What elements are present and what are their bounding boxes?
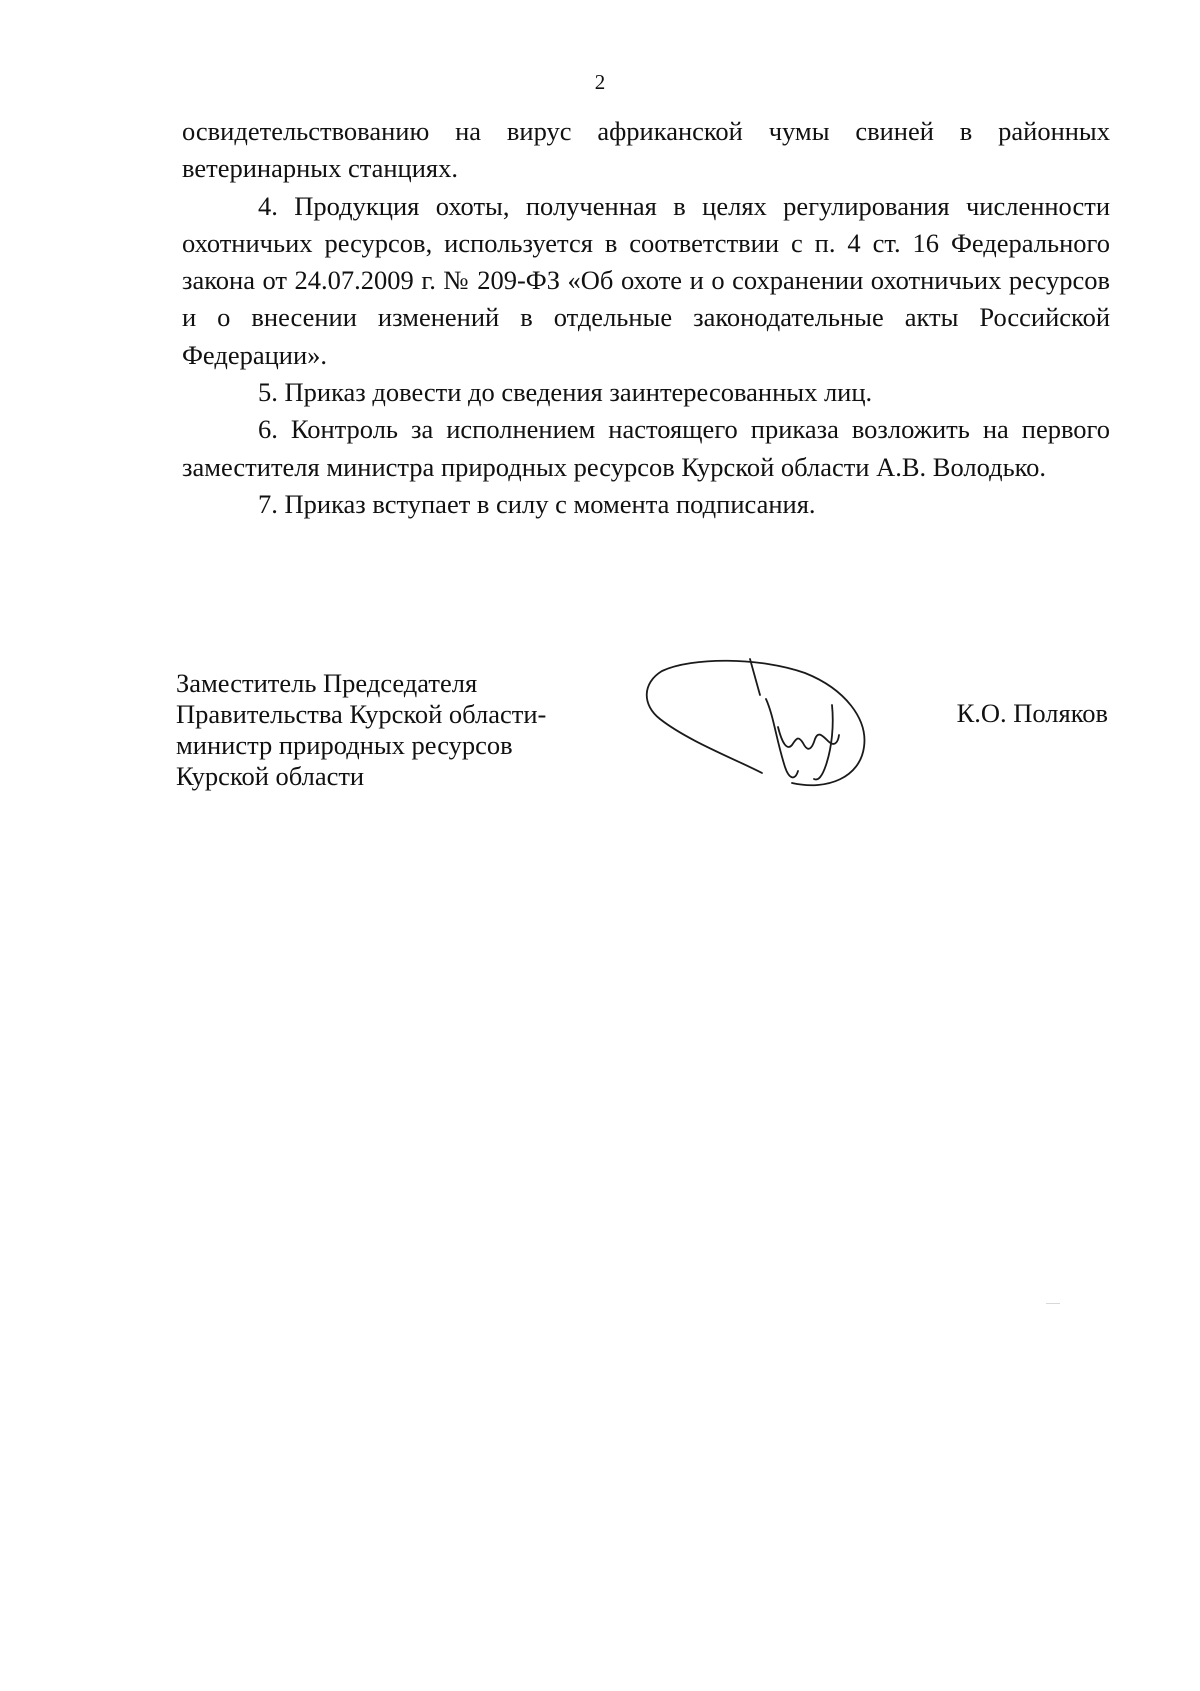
signatory-title-line: Правительства Курской области- [176,699,547,729]
signatory-title [176,668,546,792]
paragraph-item-4: 4. Продукция охоты, полученная в целях регулирования численности охотничьих ресурсов, используется в соответствии с п. 4 ст. 16 Федерального закона от 24.07.2009 г. № 209-ФЗ «Об охоте и о сохранении охотничьих ресурсов и о внесении изменений в отдельные законодательные акты Российской Федерации». [182,190,1110,370]
signatory-title-line: Заместитель Председателя [176,668,478,698]
scan-artifact [1046,1303,1060,1304]
page-number: 2 [594,70,606,94]
paragraph-item-5: 5. Приказ довести до сведения заинтересованных лиц. [258,377,873,408]
signatory-title-line: Курской области [176,761,365,791]
signer-name: К.О. Поляков [956,698,1108,728]
paragraph-item-6: 6. Контроль за исполнением настоящего приказа возложить на первого заместителя министра природных ресурсов Курской области А.В. Володько. [182,414,1110,482]
paragraph-continuation: освидетельствованию на вирус африканской чумы свиней в районных ветеринарных станциях. [182,116,1110,184]
signatory-title-line: министр природных ресурсов [176,730,513,760]
handwritten-signature [640,655,885,795]
paragraph-item-7: 7. Приказ вступает в силу с момента подписания. [258,488,816,519]
body-text [182,113,1110,523]
